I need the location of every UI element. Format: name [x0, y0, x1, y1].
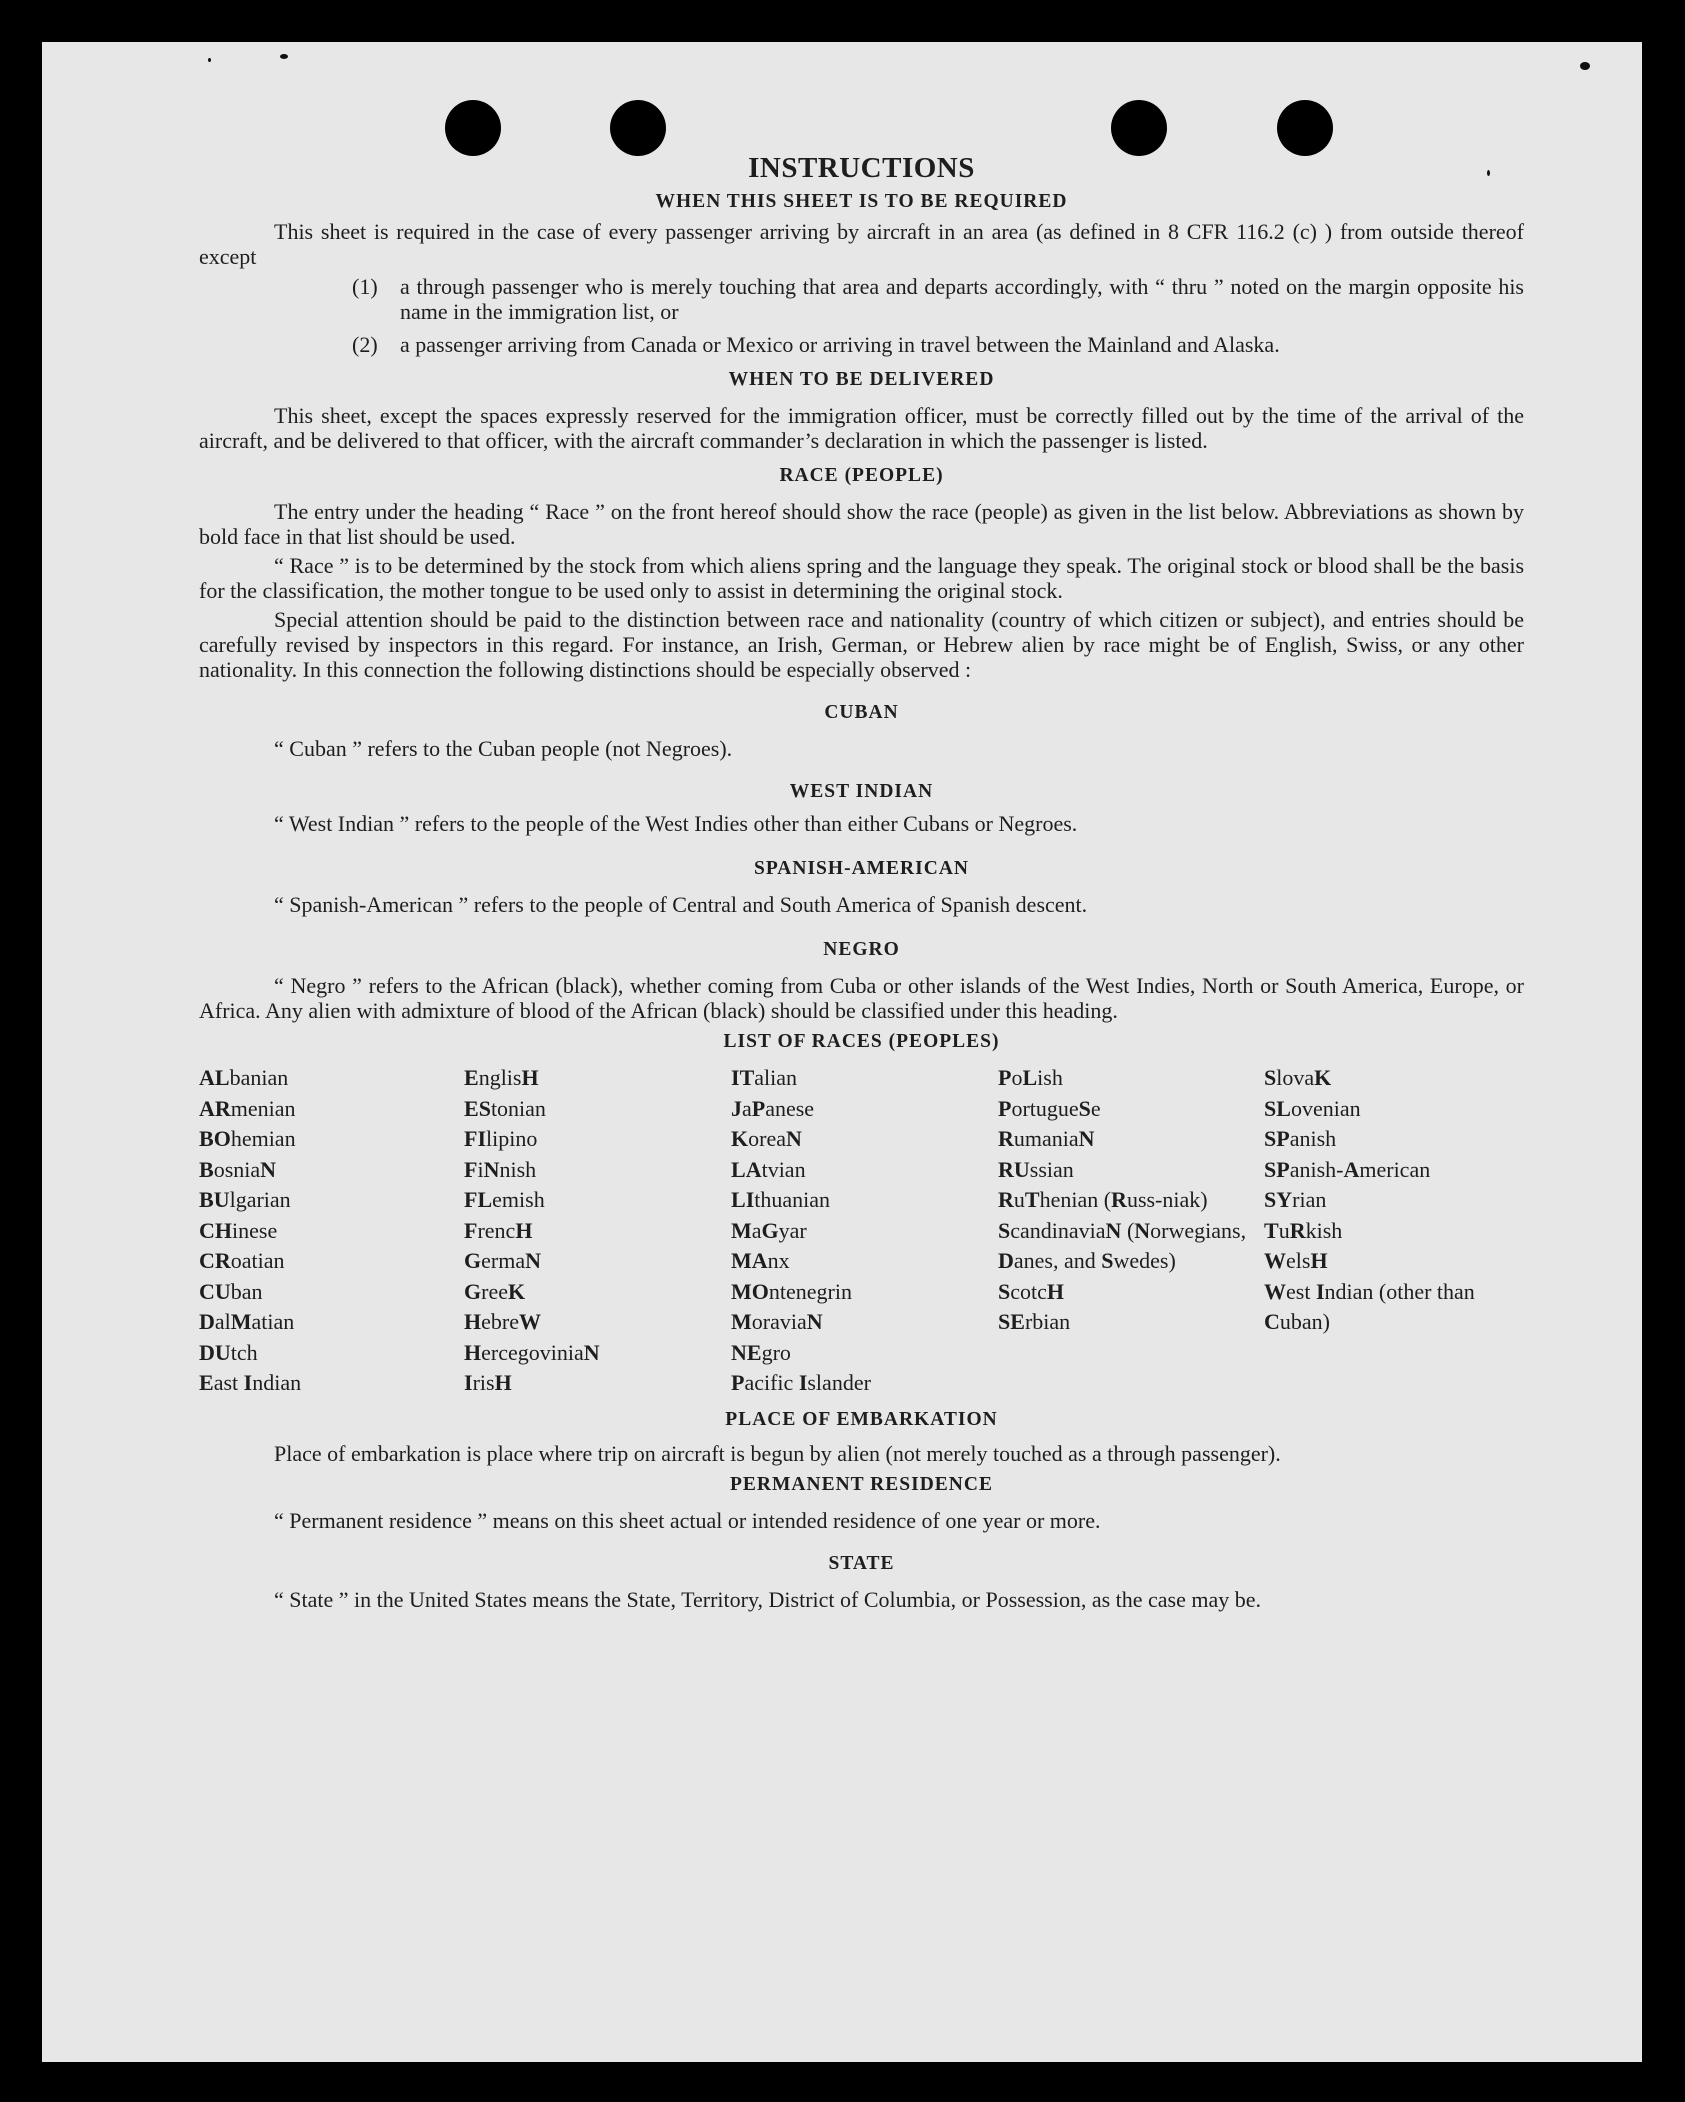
- race-entry: RumaniaN: [998, 1126, 1095, 1151]
- race-entry: CHinese: [199, 1217, 278, 1243]
- when-required-intro: This sheet is required in the case of every passenger arriving by aircraft in an area (as defined in 8 CFR 116.2 (c) ) from outside thereof except: [199, 219, 1524, 269]
- race-entry: ARmenian: [199, 1095, 296, 1121]
- race-entry: HercegoviniaN: [464, 1339, 600, 1365]
- races-column: [464, 1063, 731, 1399]
- race-entry: FLemish: [464, 1187, 545, 1212]
- race-entry: DalMatian: [199, 1309, 295, 1334]
- section-heading-cuban: CUBAN: [824, 702, 899, 723]
- exception-text: a passenger arriving from Canada or Mexico or arriving in travel between the Mainland and Alaska.: [400, 332, 1280, 357]
- race-entry: FrencH: [464, 1217, 533, 1243]
- race-entry: SYrian: [1264, 1187, 1327, 1212]
- instructions-content: [199, 152, 1524, 1612]
- race-entry: Pacific Islander: [731, 1370, 871, 1395]
- race-paragraph: The entry under the heading “ Race ” on the front hereof should show the race (people) as given in the list below. Abbreviations as shown by bold face in that list should be used.: [199, 499, 1524, 549]
- race-entry: FiNnish: [464, 1156, 537, 1182]
- race-entry: WelsH: [1264, 1248, 1328, 1273]
- race-entry: SPanish: [1264, 1126, 1337, 1151]
- race-entry: PortugueSe: [998, 1095, 1101, 1121]
- state-text: “ State ” in the United States means the State, Territory, District of Columbia, or Possession, as the case may be.: [274, 1586, 1262, 1612]
- race-entry: PoLish: [998, 1065, 1063, 1090]
- race-entry: GermaN: [464, 1248, 541, 1273]
- punch-hole: [445, 100, 501, 156]
- race-entry: JaPanese: [731, 1095, 815, 1121]
- exception-text: a through passenger who is merely touching that area and departs accordingly, with “ thru ” noted on the margin opposite his name in the immigration list, or: [400, 274, 1524, 324]
- punch-hole: [1111, 100, 1167, 156]
- race-entry: ScotcH: [998, 1278, 1065, 1304]
- race-entry: DUtch: [199, 1339, 258, 1365]
- race-entry: SlovaK: [1264, 1065, 1332, 1090]
- ink-speck: [1580, 62, 1590, 70]
- race-paragraph: “ Race ” is to be determined by the stock from which aliens spring and the language they speak. The original stock or blood shall be the basis for the classification, the mother tongue to be used only to assist in determining the original stock.: [199, 553, 1524, 603]
- cuban-text: “ Cuban ” refers to the Cuban people (not Negroes).: [274, 736, 733, 761]
- race-entry: MoraviaN: [731, 1309, 823, 1334]
- race-entry: IrisH: [464, 1370, 512, 1395]
- race-entry: HebreW: [464, 1309, 541, 1334]
- race-entry: East Indian: [199, 1370, 302, 1395]
- race-entry: SErbian: [998, 1309, 1071, 1334]
- section-heading-negro: NEGRO: [823, 939, 900, 960]
- page-title: INSTRUCTIONS: [748, 152, 975, 184]
- punch-hole: [1277, 100, 1333, 156]
- race-entry: KoreaN: [731, 1126, 802, 1151]
- race-entry: West Indian (other than Cuban): [1264, 1278, 1475, 1334]
- ink-speck: [208, 58, 211, 62]
- exception-item: [352, 274, 1524, 324]
- races-column: [998, 1063, 1264, 1399]
- exception-number: (2): [352, 332, 378, 357]
- section-heading-spanish-american: SPANISH-AMERICAN: [754, 858, 969, 879]
- race-entry: LIthuanian: [731, 1187, 831, 1212]
- race-entry: CUban: [199, 1278, 263, 1304]
- race-entry: GreeK: [464, 1278, 526, 1304]
- west-indian-text: “ West Indian ” refers to the people of the West Indies other than either Cubans or Negroes.: [274, 811, 1078, 836]
- section-heading-state: STATE: [828, 1552, 895, 1574]
- section-heading-west-indian: WEST INDIAN: [789, 781, 934, 802]
- race-entry: MAnx: [731, 1248, 790, 1273]
- section-heading-when-delivered: WHEN TO BE DELIVERED: [728, 369, 995, 390]
- race-paragraph: Special attention should be paid to the distinction between race and nationality (country of which citizen or subject), and entries should be carefully revised by inspectors in this regard. For instance, an Irish, German, or Hebrew alien by race might be of English, Swiss, or any other nationality. In this connection the following distinctions should be especially observed :: [199, 607, 1524, 682]
- race-entry: RuThenian (Russ-niak): [998, 1187, 1208, 1212]
- document-sheet: [42, 42, 1642, 2062]
- race-entry: SLovenian: [1264, 1095, 1361, 1121]
- races-column: [199, 1063, 464, 1399]
- permanent-residence-text: “ Permanent residence ” means on this sheet actual or intended residence of one year or more.: [274, 1507, 1101, 1533]
- race-entry: LAtvian: [731, 1156, 806, 1182]
- race-entry: MaGyar: [731, 1217, 807, 1243]
- race-entry: RUssian: [998, 1156, 1074, 1182]
- race-entry: ITalian: [731, 1065, 798, 1090]
- race-entry: EStonian: [464, 1095, 546, 1121]
- race-entry: ScandinaviaN (Norwegians, Danes, and Swedes): [998, 1217, 1247, 1273]
- when-delivered-text: This sheet, except the spaces expressly reserved for the immigration officer, must be correctly filled out by the time of the arrival of the aircraft, and be delivered to that officer, with the aircraft commander’s declaration in which the passenger is listed.: [199, 403, 1524, 453]
- race-entry: BosniaN: [199, 1156, 277, 1182]
- race-entry: CRoatian: [199, 1248, 285, 1273]
- section-heading-when-required: WHEN THIS SHEET IS TO BE REQUIRED: [655, 191, 1068, 212]
- race-entry: TuRkish: [1264, 1217, 1343, 1243]
- races-column: [731, 1063, 998, 1399]
- race-entry: FIlipino: [464, 1126, 538, 1151]
- race-entry: NEgro: [731, 1339, 791, 1365]
- exception-item: [352, 332, 1524, 357]
- negro-text: “ Negro ” refers to the African (black), whether coming from Cuba or other islands of the West Indies, North or South America, Europe, or Africa. Any alien with admixture of blood of the African (black) should be classified under this heading.: [199, 973, 1524, 1023]
- race-entry: MOntenegrin: [731, 1278, 852, 1304]
- spanish-american-text: “ Spanish-American ” refers to the people of Central and South America of Spanish descent.: [274, 892, 1088, 917]
- race-entry: BOhemian: [199, 1126, 296, 1151]
- races-column: [1264, 1063, 1524, 1399]
- races-list: [199, 1063, 1524, 1399]
- embarkation-text: Place of embarkation is place where trip on aircraft is begun by alien (not merely touched as a through passenger).: [274, 1440, 1281, 1466]
- section-heading-race: RACE (PEOPLE): [779, 465, 944, 486]
- section-heading-permanent-residence: PERMANENT RESIDENCE: [730, 1473, 993, 1495]
- section-heading-embarkation: PLACE OF EMBARKATION: [725, 1408, 998, 1430]
- race-entry: SPanish-American: [1264, 1156, 1431, 1182]
- exception-number: (1): [352, 274, 378, 299]
- race-entry: EnglisH: [464, 1065, 539, 1090]
- race-entry: BUlgarian: [199, 1187, 291, 1212]
- ink-speck: [280, 54, 288, 59]
- race-entry: ALbanian: [199, 1065, 289, 1090]
- punch-hole: [610, 100, 666, 156]
- section-heading-list-of-races: LIST OF RACES (PEOPLES): [723, 1031, 1000, 1052]
